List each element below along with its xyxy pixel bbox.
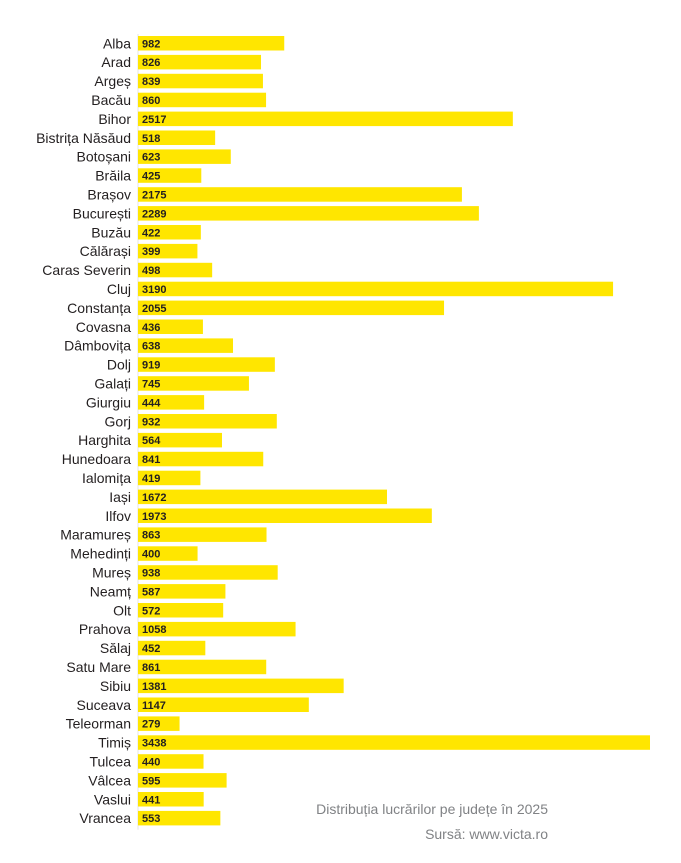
category-label: Sălaj <box>99 640 131 657</box>
value-label: 1672 <box>142 491 167 504</box>
value-label: 745 <box>142 378 161 391</box>
category-label: Maramureș <box>60 526 131 543</box>
value-label: 2517 <box>142 113 167 126</box>
category-label: Ilfov <box>105 507 131 524</box>
bar <box>138 490 387 505</box>
bar <box>138 679 344 694</box>
category-label: Timiș <box>98 734 131 751</box>
value-label: 572 <box>142 605 161 618</box>
value-label: 860 <box>142 94 161 107</box>
value-label: 3190 <box>142 283 167 296</box>
value-label: 399 <box>142 246 161 259</box>
category-label: Tulcea <box>89 753 131 770</box>
bar <box>138 282 613 297</box>
value-label: 861 <box>142 661 161 674</box>
category-label: Mureș <box>92 564 131 581</box>
value-label: 982 <box>142 38 161 51</box>
value-label: 3438 <box>142 737 167 750</box>
value-label: 518 <box>142 132 161 145</box>
value-label: 436 <box>142 321 161 334</box>
category-label: Vrancea <box>79 810 131 827</box>
category-label: Buzău <box>91 224 131 241</box>
value-label: 919 <box>142 359 161 372</box>
category-label: Gorj <box>104 413 131 430</box>
value-label: 587 <box>142 586 161 599</box>
category-label: Cluj <box>106 280 131 297</box>
value-label: 1973 <box>142 510 167 523</box>
value-label: 638 <box>142 340 161 353</box>
chart-caption-source: Sursă: www.victa.ro <box>425 826 548 842</box>
value-label: 553 <box>142 813 161 826</box>
category-label: Suceava <box>76 696 131 713</box>
category-label: Călărași <box>79 243 131 260</box>
category-label: Brăila <box>95 167 131 184</box>
value-label: 826 <box>142 57 161 70</box>
bar <box>138 187 462 202</box>
value-label: 595 <box>142 775 161 788</box>
chart-caption-title: Distribuția lucrărilor pe județe în 2025 <box>316 801 548 817</box>
value-label: 400 <box>142 548 161 561</box>
category-label: Teleorman <box>65 715 131 732</box>
category-label: Giurgiu <box>85 394 131 411</box>
category-label: Bihor <box>98 110 131 127</box>
category-label: Argeș <box>94 73 131 90</box>
bars-layer <box>36 34 650 830</box>
category-label: Neamț <box>89 583 131 600</box>
value-label: 498 <box>142 265 161 278</box>
category-label: București <box>72 205 131 222</box>
value-label: 1147 <box>142 699 166 712</box>
category-label: Brașov <box>87 186 131 203</box>
value-label: 841 <box>142 454 161 467</box>
category-label: Bacău <box>91 91 131 108</box>
value-label: 1381 <box>142 680 167 693</box>
value-label: 419 <box>142 472 161 485</box>
category-label: Vaslui <box>93 791 131 808</box>
value-label: 2175 <box>142 189 167 202</box>
category-label: Vâlcea <box>88 772 131 789</box>
category-label: Sibiu <box>99 677 131 694</box>
category-label: Covasna <box>75 318 131 335</box>
category-label: Olt <box>113 602 131 619</box>
value-label: 444 <box>142 397 161 410</box>
value-label: 863 <box>142 529 161 542</box>
value-label: 441 <box>142 794 161 807</box>
bar <box>138 301 444 316</box>
value-label: 1058 <box>142 624 167 637</box>
category-label: Prahova <box>78 621 131 638</box>
category-label: Constanța <box>67 299 131 316</box>
value-label: 425 <box>142 170 161 183</box>
category-label: Mehedinți <box>70 545 131 562</box>
category-label: Arad <box>101 54 131 71</box>
category-label: Iași <box>109 488 131 505</box>
bar <box>138 735 650 750</box>
value-label: 279 <box>142 718 161 731</box>
value-label: 564 <box>142 435 161 448</box>
category-label: Satu Mare <box>66 658 131 675</box>
value-label: 623 <box>142 151 161 164</box>
category-label: Dolj <box>106 356 131 373</box>
category-label: Hunedoara <box>61 451 131 468</box>
value-label: 839 <box>142 76 161 89</box>
value-label: 2289 <box>142 208 167 221</box>
value-label: 938 <box>142 567 161 580</box>
bar <box>138 206 479 221</box>
value-label: 440 <box>142 756 161 769</box>
category-label: Alba <box>102 35 131 52</box>
bar <box>138 509 432 524</box>
category-label: Ialomița <box>81 469 131 486</box>
category-label: Galați <box>94 375 131 392</box>
category-label: Bistrița Năsăud <box>36 129 131 146</box>
category-label: Caras Severin <box>42 262 131 279</box>
value-label: 452 <box>142 643 161 656</box>
value-label: 2055 <box>142 302 167 315</box>
category-label: Botoșani <box>76 148 131 165</box>
value-label: 932 <box>142 416 161 429</box>
category-label: Dâmbovița <box>64 337 131 354</box>
category-label: Harghita <box>78 432 131 449</box>
value-label: 422 <box>142 227 161 240</box>
bar <box>138 112 513 127</box>
